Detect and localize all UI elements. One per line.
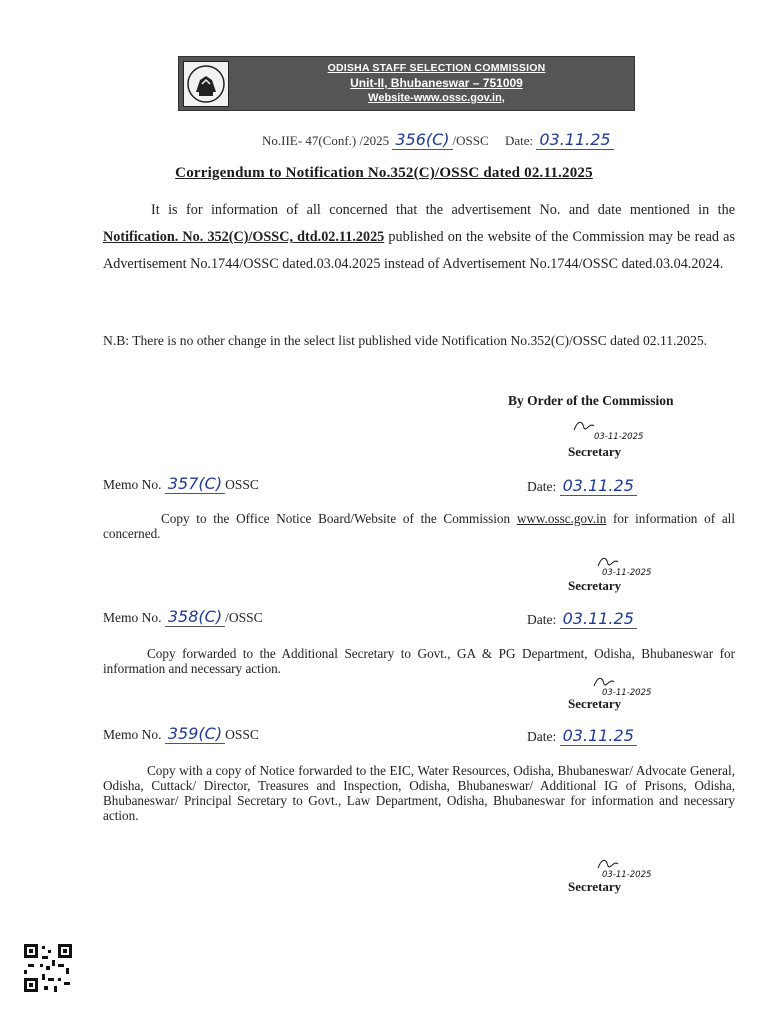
signature-date: 03-11-2025: [602, 870, 652, 880]
handwritten-ref-number: 356(C): [392, 130, 452, 150]
handwritten-ref-date: 03.11.25: [536, 130, 613, 150]
copy-text-a: Copy to the Office Notice Board/Website of the Commission: [161, 511, 517, 526]
signature-date: 03-11-2025: [594, 432, 644, 442]
memo-1-date: [527, 476, 637, 495]
secretary-label-1: Secretary: [568, 444, 622, 459]
body-text-a: It is for information of all concerned that the advertisement No. and date mentioned in the: [151, 202, 735, 218]
memo-1-copy-text: [103, 511, 735, 541]
memo-3-date: [527, 726, 637, 745]
signature-date: 03-11-2025: [602, 568, 652, 578]
reference-suffix: /OSSC: [452, 133, 489, 148]
handwritten-memo-date: 03.11.25: [560, 476, 637, 496]
handwritten-memo-date: 03.11.25: [560, 726, 637, 746]
memo-2-number: [103, 607, 263, 626]
memo-3-number: [103, 724, 259, 743]
memo-2-copy-text: Copy forwarded to the Additional Secretary to Govt., GA & PG Department, Odisha, Bhubaneswar for information and necessary action.: [103, 646, 735, 676]
memo-label: Memo No.: [103, 610, 162, 625]
copy-text-b: for information of all concerned.: [103, 511, 736, 541]
reference-date-label: Date:: [504, 133, 534, 148]
memo-suffix: OSSC: [225, 477, 259, 492]
body-text-bold: Notification. No. 352(C)/OSSC, dtd.02.11.2025: [103, 229, 385, 245]
by-order-line: By Order of the Commission: [508, 393, 674, 408]
website-link[interactable]: www.ossc.gov.in: [516, 511, 607, 526]
header-banner: [178, 56, 635, 111]
handwritten-memo-number: 357(C): [165, 474, 225, 494]
qr-code-icon: [22, 942, 74, 994]
memo-3-copy-text: Copy with a copy of Notice forwarded to the EIC, Water Resources, Odisha, Bhubaneswar/ Advocate General, Odisha, Cuttack/ Director, Treasures and Inspection, Odisha, Bhubaneswar/ Additional IG of Prisons, Odisha, Bhubaneswar/ Principal Secretary to Govt., Law Department, Odisha, Bhubaneswar for information and necessary action.: [103, 763, 735, 823]
memo-date-label: Date:: [527, 612, 557, 627]
body-paragraph: [103, 197, 735, 278]
org-website[interactable]: Website-www.ossc.gov.in,: [368, 92, 505, 104]
memo-date-label: Date:: [527, 479, 557, 494]
handwritten-memo-number: 358(C): [165, 607, 225, 627]
body-text-b: published on the website of the Commission may be read as Advertisement No.1744/OSSC dated.03.04.2025 instead of Advertisement No.1744/OSSC dated.03.04.2024.: [103, 229, 735, 272]
org-address: Unit-II, Bhubaneswar – 751009: [350, 76, 523, 90]
reference-prefix: No.IIE- 47(Conf.) /2025: [262, 133, 390, 148]
signature-date: 03-11-2025: [602, 688, 652, 698]
emblem-logo: [183, 61, 229, 107]
memo-suffix: /OSSC: [225, 610, 263, 625]
secretary-label-4: Secretary: [568, 879, 622, 894]
memo-date-label: Date:: [527, 729, 557, 744]
secretary-label-2: Secretary: [568, 578, 622, 593]
memo-suffix: OSSC: [225, 727, 259, 742]
page-title: Corrigendum to Notification No.352(C)/OSSC dated 02.11.2025: [175, 165, 593, 181]
reference-line: [262, 130, 614, 149]
secretary-label-3: Secretary: [568, 696, 622, 711]
memo-2-date: [527, 609, 637, 628]
nb-note: N.B: There is no other change in the select list published vide Notification No.352(C)/OSSC dated 02.11.2025.: [103, 333, 708, 348]
handwritten-memo-number: 359(C): [165, 724, 225, 744]
memo-label: Memo No.: [103, 477, 162, 492]
memo-label: Memo No.: [103, 727, 162, 742]
memo-1-number: [103, 474, 259, 493]
handwritten-memo-date: 03.11.25: [560, 609, 637, 629]
emblem-icon: [184, 62, 228, 106]
org-name: ODISHA STAFF SELECTION COMMISSION: [327, 62, 546, 74]
